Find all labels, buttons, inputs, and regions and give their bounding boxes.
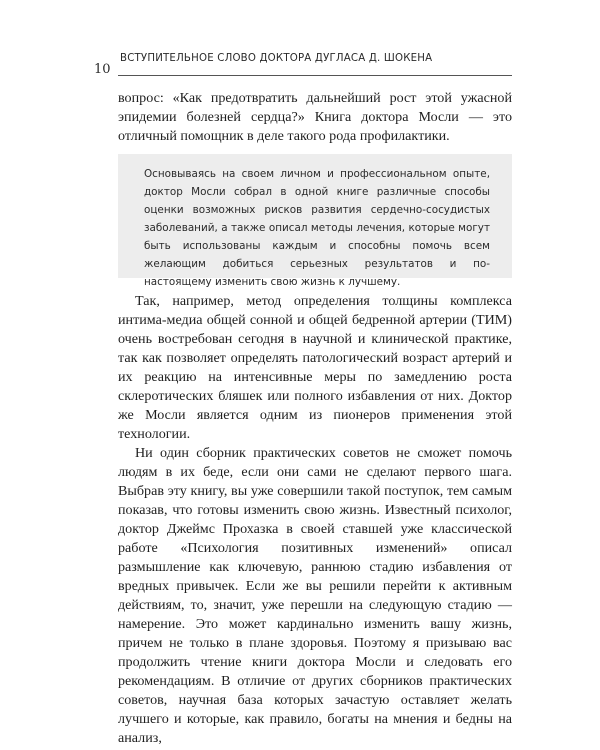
callout-text: Основываясь на своем личном и профессиональном опыте, доктор Мосли собрал в одной книге различные способы оценки возможных рисков развития сердечно-сосудистых заболеваний, а также описал методы лечения, которые могут быть использованы каждым и способны помочь всем желающим добиться серьезных результатов и по-настоящему изменить свою жизнь к лучшему.: [144, 168, 490, 288]
intro-paragraph: [118, 89, 512, 146]
running-header-title: ВСТУПИТЕЛЬНОЕ СЛОВО ДОКТОРА ДУГЛАСА Д. ШОКЕНА: [120, 53, 433, 64]
header-divider: [118, 75, 512, 76]
paragraph-2: Ни один сборник практических советов не сможет помочь людям в их беде, если они сами не сделают первого шага. Выбрав эту книгу, вы уже совершили такой поступок, тем самым показав, что готовы изменить свою жизнь. Известный психолог, доктор Джеймс Прохазка в своей ставшей уже классической работе «Психология позитивных изменений» описал размышление как ключевую, раннюю стадию избавления от вредных привычек. Если же вы решили перейти к активным действиям, то, значит, уже перешли на следующую стадию — намерение. Это может кардинально изменить вашу жизнь, причем не только в плане здоровья. Поэтому я призываю вас продолжить чтение книги доктора Мосли и следовать его рекомендациям. В отличие от других сборников практических советов, научная база которых зачастую оставляет желать лучшего и которые, как правило, богаты на мнения и бедны на анализ,: [118, 445, 512, 746]
intro-text: вопрос: «Как предотвратить дальнейший рост этой ужасной эпидемии болезней сердца?» Книга доктора Мосли — это отличный помощник в деле такого рода профилактики.: [118, 90, 512, 144]
main-text: [118, 292, 512, 748]
paragraph-1: Так, например, метод определения толщины комплекса интима-медиа общей сонной и общей бедренной артерии (ТИМ) очень востребован сегодня в научной и клинической практике, так как позволяет определять патологический возраст артерий и их реакцию на интенсивные меры по замедлению роста склеротических бляшек или полного избавления от них. Доктор же Мосли является одним из пионеров применения этой технологии.: [118, 293, 512, 442]
callout-box: [118, 154, 512, 288]
page-number: 10: [94, 62, 111, 77]
